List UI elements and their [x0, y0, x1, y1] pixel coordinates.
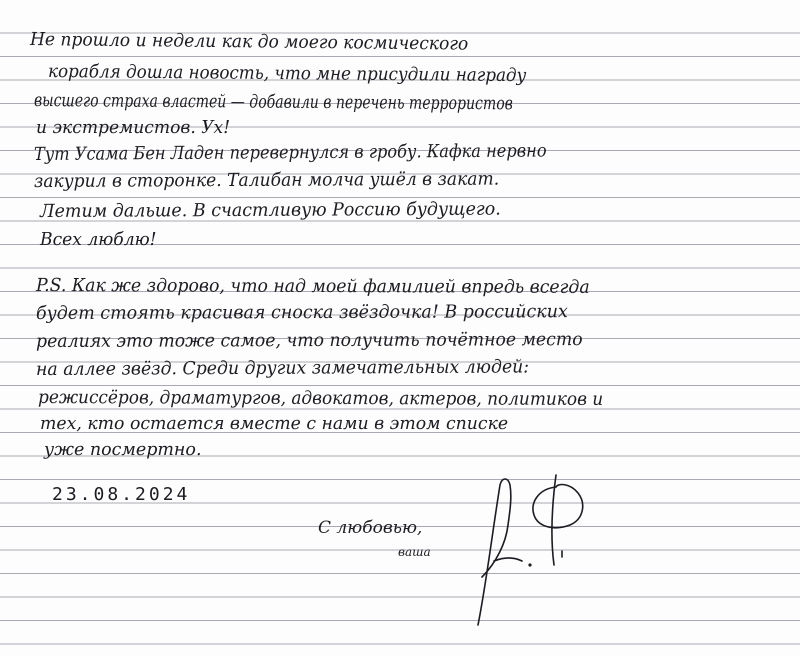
handwritten-signature [458, 465, 608, 630]
letter-line: и экстремистов. Ух! [36, 117, 231, 138]
letter-line: Не прошло и недели как до моего космического [29, 29, 469, 55]
letter-line: Тут Усама Бен Ладен перевернулся в гробу. Кафка нервно [33, 140, 547, 165]
letter-line: Летим дальше. В счастливую Россию будущего. [39, 198, 501, 222]
letter-line: закурил в сторонке. Талибан молча ушёл в закат. [33, 168, 500, 192]
letter-line: P.S. Как же здорово, что над моей фамилией впредь всегда [35, 275, 590, 298]
letter-line: будет стоять красивая сноска звёздочка! В российских [35, 301, 568, 324]
letter-line: режиссёров, драматургов, адвокатов, актеров, политиков и [37, 387, 604, 410]
letter-line: высшего страха властей — добавили в перечень террористов [33, 90, 513, 115]
letter-closing: С любовью, [318, 518, 423, 538]
letter-line: тех, кто остается вместе с нами в этом списке [40, 413, 509, 434]
letter-line: реалиях это тоже самое, что получить почётное место [35, 329, 583, 352]
letter-line: корабля дошла новость, что мне присудили награду [47, 61, 527, 87]
letter-line: уже посмертно. [44, 439, 202, 460]
letter-closing-2: ваша [398, 545, 431, 559]
letter-line: на аллее звёзд. Среди других замечательных людей: [35, 356, 530, 380]
letter-line: Всех люблю! [40, 229, 157, 250]
letter-date: 23.08.2024 [52, 484, 191, 505]
